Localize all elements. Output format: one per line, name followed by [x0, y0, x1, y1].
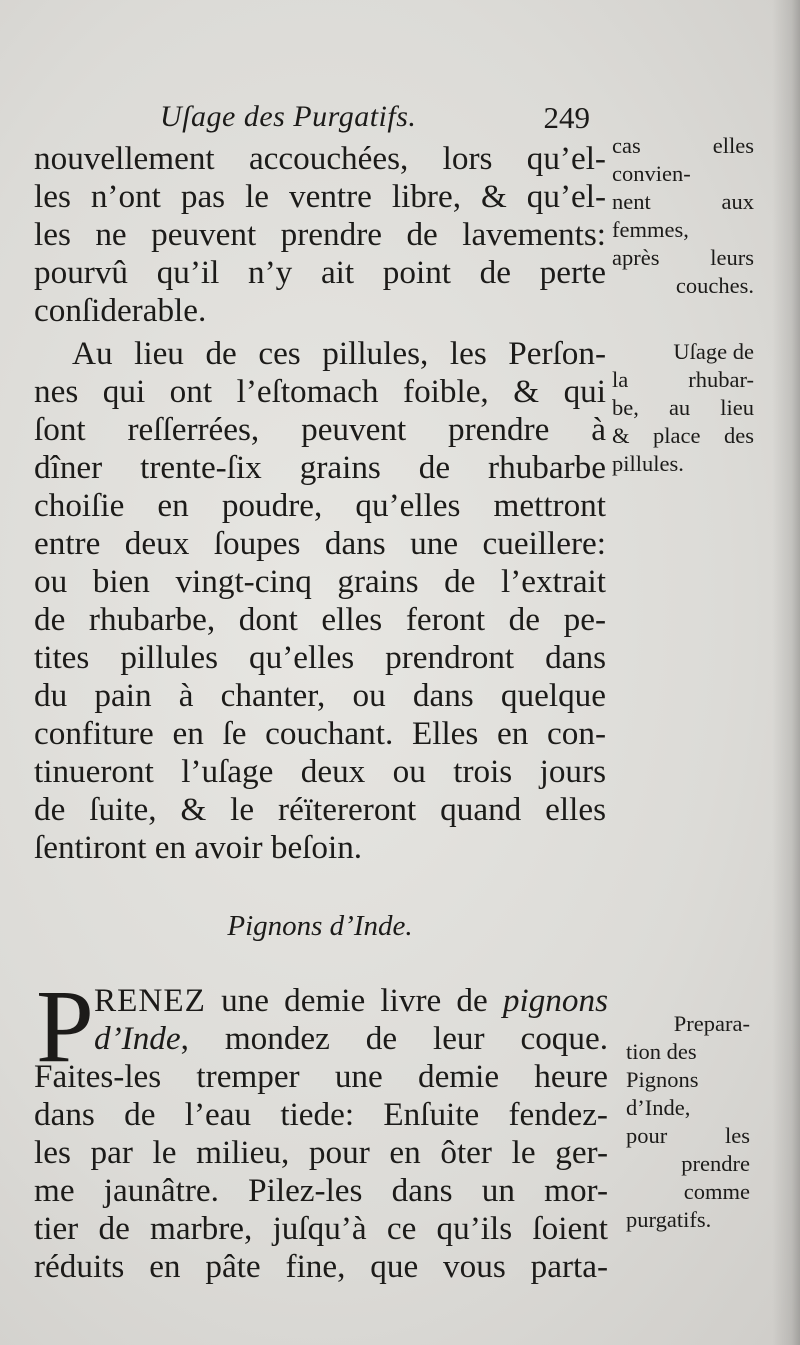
margin-line: Uſage de: [673, 339, 754, 364]
italic-term: pignons: [502, 982, 608, 1019]
smallcaps-word: RENEZ: [94, 982, 206, 1019]
margin-line: couches.: [675, 273, 754, 298]
text-line: les n’ont pas le ventre libre, & qu’el-: [34, 178, 606, 215]
margin-line: cas elles: [612, 133, 754, 158]
drop-cap: P: [36, 969, 94, 1084]
margin-note-pignons: [626, 1010, 750, 1234]
text-line: [34, 982, 608, 1020]
text-line: me jaunâtre. Pilez-les dans un mor-: [34, 1172, 608, 1209]
text-line: nouvellement accouchées, lors qu’el-: [34, 140, 606, 177]
text-line: ſentiront en avoir beſoin.: [34, 829, 363, 866]
text-line: de ſuite, & le réïtereront quand elles: [34, 791, 606, 828]
text-line: du pain à chanter, ou dans quelque: [34, 677, 606, 714]
margin-note-rhubarbe: [612, 338, 754, 478]
text-line: dans de l’eau tiede: Enſuite fendez-: [34, 1096, 608, 1133]
margin-line: après leurs: [612, 245, 754, 270]
margin-line: purgatifs.: [626, 1207, 712, 1232]
text-line: confiture en ſe couchant. Elles en con-: [34, 715, 606, 752]
text-line: ſont reſſerrées, peuvent prendre à: [34, 411, 606, 448]
italic-term: d’Inde: [94, 1020, 181, 1057]
text-line: Faites-les tremper une demie heure: [34, 1058, 608, 1095]
margin-line: pillules.: [612, 451, 684, 476]
margin-line: be, au lieu: [612, 395, 754, 420]
margin-line: la rhubar-: [612, 367, 754, 392]
margin-line: nent aux: [612, 189, 754, 214]
text-line: choiſie en poudre, qu’elles mettront: [34, 487, 606, 524]
margin-line: pour les: [626, 1123, 750, 1148]
paragraph-rhubarb: [34, 335, 606, 867]
margin-line: comme: [683, 1179, 750, 1204]
margin-line: femmes,: [612, 217, 689, 242]
margin-line: Prepara-: [673, 1011, 750, 1036]
text-line: pourvû qu’il n’y ait point de perte: [34, 254, 606, 291]
text-line: tier de marbre, juſqu’à ce qu’ils ſoient: [34, 1210, 608, 1247]
page-header: [160, 100, 590, 140]
page-number: 249: [543, 100, 590, 135]
text-line: Au lieu de ces pillules, les Perſon-: [72, 335, 606, 372]
margin-note-couches: [612, 132, 754, 300]
text-line: entre deux ſoupes dans une cueillere:: [34, 525, 606, 562]
margin-line: tion des: [626, 1039, 697, 1064]
text-line: ou bien vingt-cinq grains de l’extrait: [34, 563, 606, 600]
text-fragment: , mondez de leur coque.: [180, 1020, 608, 1057]
text-line: réduits en pâte fine, que vous parta-: [34, 1248, 608, 1285]
margin-line: & place des: [612, 423, 754, 448]
margin-line: convien-: [612, 161, 691, 186]
margin-line: prendre: [681, 1151, 750, 1176]
running-title: Uſage des Purgatifs.: [160, 100, 417, 133]
text-line: [34, 1020, 608, 1058]
text-line: dîner trente-ſix grains de rhubarbe: [34, 449, 606, 486]
text-line: nes qui ont l’eſtomach foible, & qui: [34, 373, 606, 410]
text-line: tites pillules qu’elles prendront dans: [34, 639, 606, 676]
page-edge-shadow: [772, 0, 800, 1345]
text-line: tinueront l’uſage deux ou trois jours: [34, 753, 606, 790]
text-line: conſiderable.: [34, 292, 207, 329]
margin-line: Pignons: [626, 1067, 699, 1092]
text-line: les par le milieu, pour en ôter le ger-: [34, 1134, 608, 1171]
section-heading: Pignons d’Inde.: [227, 910, 413, 942]
paragraph-pignons: [34, 969, 608, 1286]
text-line: les ne peuvent prendre de lavements:: [34, 216, 606, 253]
paragraph-continuation: [34, 140, 606, 330]
text-fragment: une demie livre de: [205, 982, 503, 1019]
margin-line: d’Inde,: [626, 1095, 691, 1120]
text-line: de rhubarbe, dont elles feront de pe-: [34, 601, 606, 638]
